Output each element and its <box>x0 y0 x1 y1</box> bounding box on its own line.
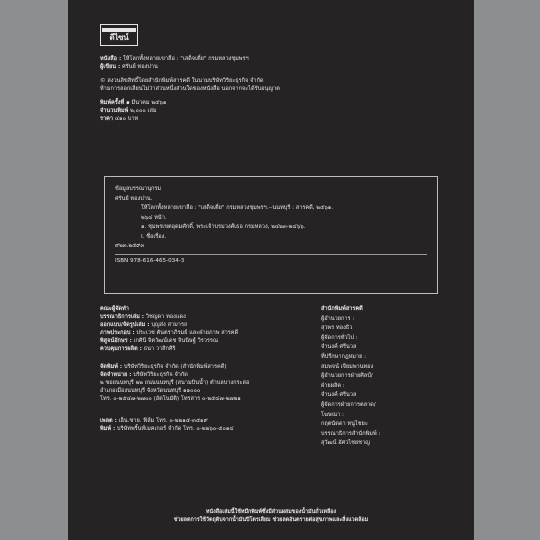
credit-row: ออกแบบ/จัดรูปเล่ม : บุญส่ง สามารถ <box>100 322 188 328</box>
logo-bar <box>102 28 136 32</box>
staff-line: จำนงค์ ศรีนวล <box>321 344 357 351</box>
book-info <box>100 55 450 123</box>
cip-author: ศรันย์ ทองปาน. <box>115 195 153 202</box>
logo-text: ดีไซน์ <box>109 33 129 42</box>
staff-line: โฆษณา : <box>321 411 344 418</box>
soy-ink-notice <box>68 508 474 524</box>
credit-row: บรรณาธิการเล่ม : วิชญดา ทองแดง <box>100 314 186 320</box>
staff-line: สมพจน์ เจียมพานทอง <box>321 363 374 370</box>
staff-line: สุวพร ทองธิว <box>321 325 353 332</box>
isbn: ISBN 978-616-465-034-3 <box>115 257 185 264</box>
copyright-page <box>68 0 474 540</box>
print-count: จำนวนพิมพ์ ๒,๐๐๐ เล่ม <box>100 108 157 114</box>
footer-line-1: หนังสือเล่มนี้ใช้หมึกพิมพ์ซึ่งมีส่วนผสมของน้ำมันถั่วเหลือง <box>205 509 337 515</box>
credit-row: ภาพประกอบ : ประเวช ตันตราภิรมย์ และฝ่ายภาพ สารคดี <box>100 330 239 336</box>
staff-line: ผู้อำนวยการฝ่ายศิลป์/ <box>321 373 373 380</box>
staff-line: ฝ่ายผลิต : <box>321 382 345 389</box>
staff-line: สุวัฒน์ อัศวไชยชาญ <box>321 440 370 447</box>
copyright-line-2: ห้ามการลอกเลียนไม่ว่าส่วนหนึ่งส่วนใดของหนังสือ นอกจากจะได้รับอนุญาต <box>100 86 280 92</box>
publisher-logo <box>100 24 138 46</box>
staff-line: จำนงค์ ศรีนวล <box>321 392 357 399</box>
staff-line: กฤตนัดดา หนูไชยะ <box>321 421 368 428</box>
publisher-staff-column <box>321 305 431 449</box>
staff-line: ที่ปรึกษากฎหมาย : <box>321 353 367 360</box>
cip-title: ให้โลกทั้งหลายเขาลือ : "เสด็จเตี่ย" กรมหลวงชุมพรฯ.--นนทบุรี : สารคดี, ๒๕๖๑. <box>141 205 334 211</box>
credit-row: พิสูจน์อักษร : เกศินี จิตวัฒน์เดช จินนิษฐ์ วิรวรรณ <box>100 338 219 344</box>
cataloging-box <box>104 176 438 294</box>
publisher-row: จัดพิมพ์ : บริษัทวิริยะธุรกิจ จำกัด (สำนักพิมพ์สารคดี) <box>100 364 227 370</box>
cip-classification: ๙๒๓.๒๕๙๓ <box>115 243 145 249</box>
address-line: ๒ ซอยนนทบุรี ๒๒ ถนนนนทบุรี (สนามบินน้ำ) ตำบลบางกระสอ <box>100 380 250 386</box>
address-line: อำเภอเมืองนนทบุรี จังหวัดนนทบุรี ๑๑๐๐๐ <box>100 388 201 394</box>
plate-row: เพลต : เอ็น.ซาย. ฟิล์ม โทร. ๐-๒๒๑๕-๓๕๑๙ <box>100 418 208 424</box>
address-line: โทร. ๐-๒๕๔๗-๒๗๐๐ (อัตโนมัติ) โทรสาร ๐-๒๕๔๗-๒๗๒๑ <box>100 396 241 402</box>
title-line: หนังสือ : ให้โลกทั้งหลายเขาลือ : "เสด็จเตี่ย" กรมหลวงชุมพรฯ <box>100 56 249 62</box>
credits-column <box>100 305 320 433</box>
author-line: ผู้เขียน : ศรันย์ ทองปาน <box>100 64 158 70</box>
credit-row: ควบคุมการผลิต : ธนา วาสิกศิริ <box>100 346 176 352</box>
cip-subject: ๑. ชุมพรเขตอุดมศักดิ์, พระเจ้าบรมวงศ์เธอ กรมหลวง, ๒๔๒๓-๒๔๖๖. <box>141 224 306 230</box>
staff-line: บรรณาธิการสำนักพิมพ์ : <box>321 430 381 437</box>
price: ราคา ๔๑๐ บาท <box>100 116 139 122</box>
staff-line: ผู้อำนวยการ : <box>321 315 355 322</box>
copyright-line-1: © สงวนลิขสิทธิ์โดยสำนักพิมพ์สารคดี ในนามบริษัทวิริยะธุรกิจ จำกัด <box>100 78 264 84</box>
cip-heading: ข้อมูลบรรณานุกรม <box>115 186 162 192</box>
team-heading: คณะผู้จัดทำ <box>100 306 129 312</box>
footer-line-2: ช่วยลดการใช้วัตถุดิบจากน้ำมันปิโตรเลียม ช่วยลดอันตรายต่อสุขภาพและสิ่งแวดล้อม <box>173 517 369 523</box>
print-edition: พิมพ์ครั้งที่ ๑ มีนาคม ๒๕๖๑ <box>100 100 167 106</box>
staff-line: ผู้จัดการทั่วไป : <box>321 334 358 341</box>
cip-title-entry: I. ชื่อเรื่อง. <box>141 233 167 240</box>
staff-heading: สำนักพิมพ์สารคดี <box>321 306 363 312</box>
distributor-row: จัดจำหน่าย : บริษัทวิริยะธุรกิจ จำกัด <box>100 372 188 378</box>
press-row: พิมพ์ : บริษัทพริ้นท์เมคเกอร์ จำกัด โทร. ๐-๒๒๖๐-๕๐๑๔ <box>100 426 234 432</box>
cip-pages: ๒๖๔ หน้า. <box>141 214 167 221</box>
staff-line: ผู้จัดการฝ่ายการตลาด/ <box>321 401 376 408</box>
